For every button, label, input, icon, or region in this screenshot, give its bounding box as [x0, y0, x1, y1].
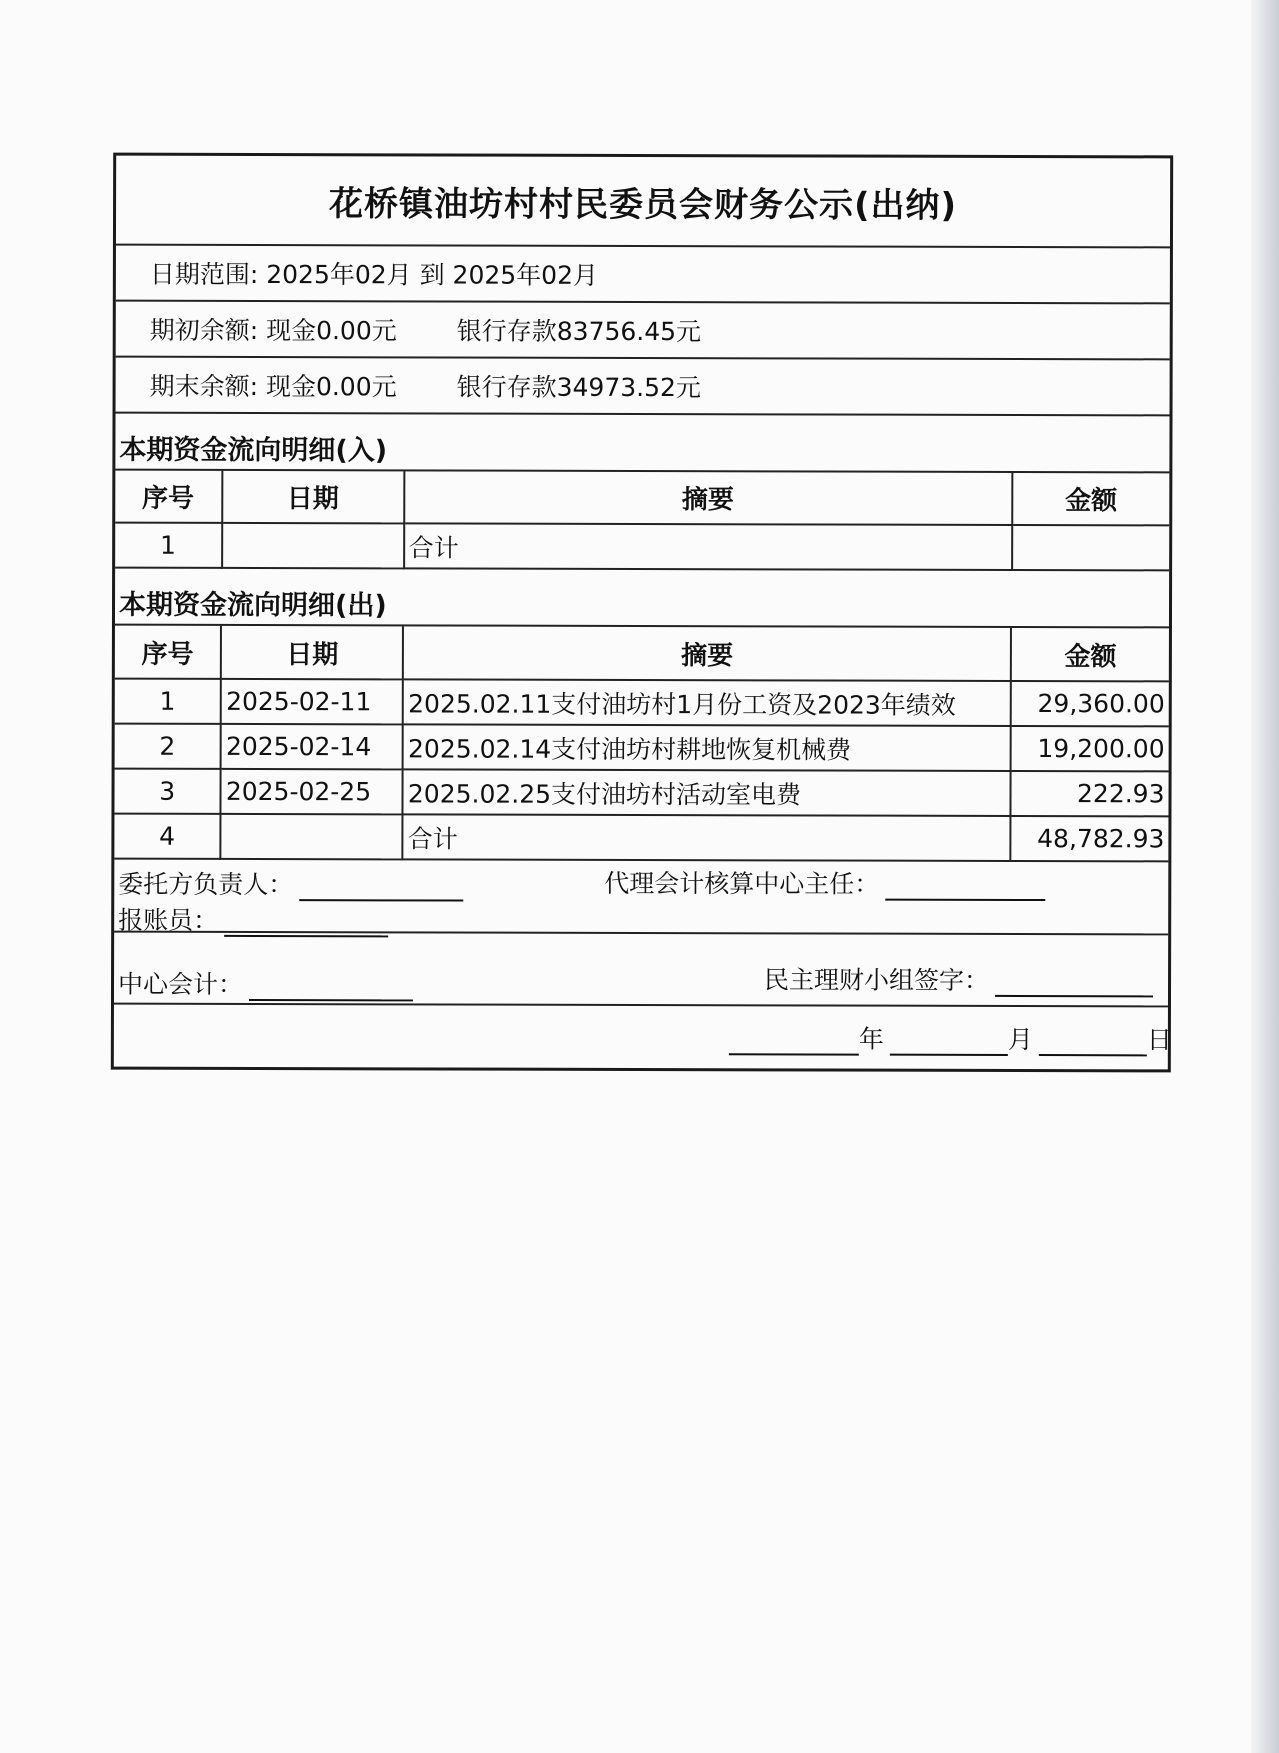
expense-summary: 2025.02.14支付油坊村耕地恢复机械费 [403, 724, 1011, 771]
expense-seq: 3 [114, 769, 220, 814]
expense-summary: 2025.02.25支付油坊村活动室电费 [403, 769, 1011, 816]
income-section-title: 本期资金流向明细(入) [115, 414, 1169, 474]
month-line [890, 1053, 1008, 1056]
income-seq: 1 [115, 523, 222, 568]
closing-bank: 银行存款34973.52元 [456, 372, 701, 403]
opening-bank: 银行存款83756.45元 [456, 316, 702, 347]
table-row [115, 724, 1169, 772]
date-range [116, 246, 1170, 305]
income-summary: 合计 [404, 523, 1012, 570]
expense-header-summary: 摘要 [403, 626, 1011, 681]
expense-section-title: 本期资金流向明细(出) [115, 568, 1169, 629]
year-line [729, 1052, 859, 1055]
expense-date: 2025-02-14 [221, 724, 403, 769]
opening-balance [116, 302, 1170, 361]
table-row [114, 769, 1168, 817]
expense-summary: 合计 [403, 814, 1011, 861]
center-accountant-signature [118, 965, 413, 1002]
date-signature [729, 1019, 1172, 1056]
day-label: 日 [1146, 1025, 1172, 1055]
center-director-sign-line [885, 898, 1045, 901]
expense-header-seq: 序号 [115, 626, 221, 679]
day-line [1039, 1053, 1147, 1056]
finance-group-label: 民主理财小组签字： [764, 965, 990, 995]
principal-label: 委托方负责人： [118, 869, 294, 900]
expense-header-date: 日期 [221, 626, 403, 679]
date-range-text: 日期范围: 2025年02月 到 2025年02月 [149, 259, 599, 290]
closing-balance [116, 358, 1170, 417]
expense-seq: 1 [115, 679, 221, 724]
month-label: 月 [1007, 1024, 1033, 1055]
expense-amount: 19,200.00 [1011, 726, 1169, 771]
signature-block-2 [114, 933, 1168, 1008]
income-table [115, 471, 1169, 572]
income-amount [1012, 525, 1169, 570]
expense-seq: 4 [114, 814, 220, 859]
expense-amount: 222.93 [1011, 771, 1169, 816]
expense-date: 2025-02-25 [221, 769, 403, 814]
table-row [115, 679, 1169, 727]
expense-date [221, 814, 403, 859]
expense-table [114, 626, 1169, 863]
expense-summary: 2025.02.11支付油坊村1月份工资及2023年绩效 [403, 679, 1011, 726]
center-accountant-sign-line [249, 998, 413, 1001]
finance-group-sign-line [995, 994, 1153, 997]
finance-group-signature [764, 960, 1153, 997]
signature-block-1 [114, 861, 1168, 936]
expense-amount: 29,360.00 [1011, 681, 1169, 726]
opening-cash: 期初余额: 现金0.00元 [149, 315, 397, 346]
page-edge-shadow [1251, 0, 1279, 1753]
principal-signature [118, 865, 463, 902]
center-director-signature [604, 864, 1045, 901]
year-label: 年 [858, 1024, 884, 1054]
income-header-summary: 摘要 [404, 471, 1012, 525]
income-header-amount: 金额 [1012, 473, 1169, 525]
expense-seq: 2 [115, 724, 221, 769]
page-title: 花桥镇油坊村村民委员会财务公示(出纳) [116, 156, 1170, 249]
expense-header-amount: 金额 [1011, 628, 1169, 681]
center-director-label: 代理会计核算中心主任： [604, 868, 880, 899]
income-header-seq: 序号 [115, 471, 222, 523]
finance-notice-sheet [111, 153, 1173, 1073]
reimburser-label: 报账员： [118, 905, 219, 935]
center-accountant-label: 中心会计： [117, 969, 244, 999]
table-row [115, 523, 1169, 571]
income-date [222, 523, 404, 568]
expense-amount: 48,782.93 [1011, 816, 1169, 861]
income-header-date: 日期 [222, 471, 404, 523]
expense-date: 2025-02-11 [221, 679, 403, 724]
expense-header-row [115, 626, 1169, 682]
closing-cash: 期末余额: 现金0.00元 [149, 371, 397, 402]
table-row [114, 814, 1168, 862]
income-header-row [115, 471, 1169, 526]
